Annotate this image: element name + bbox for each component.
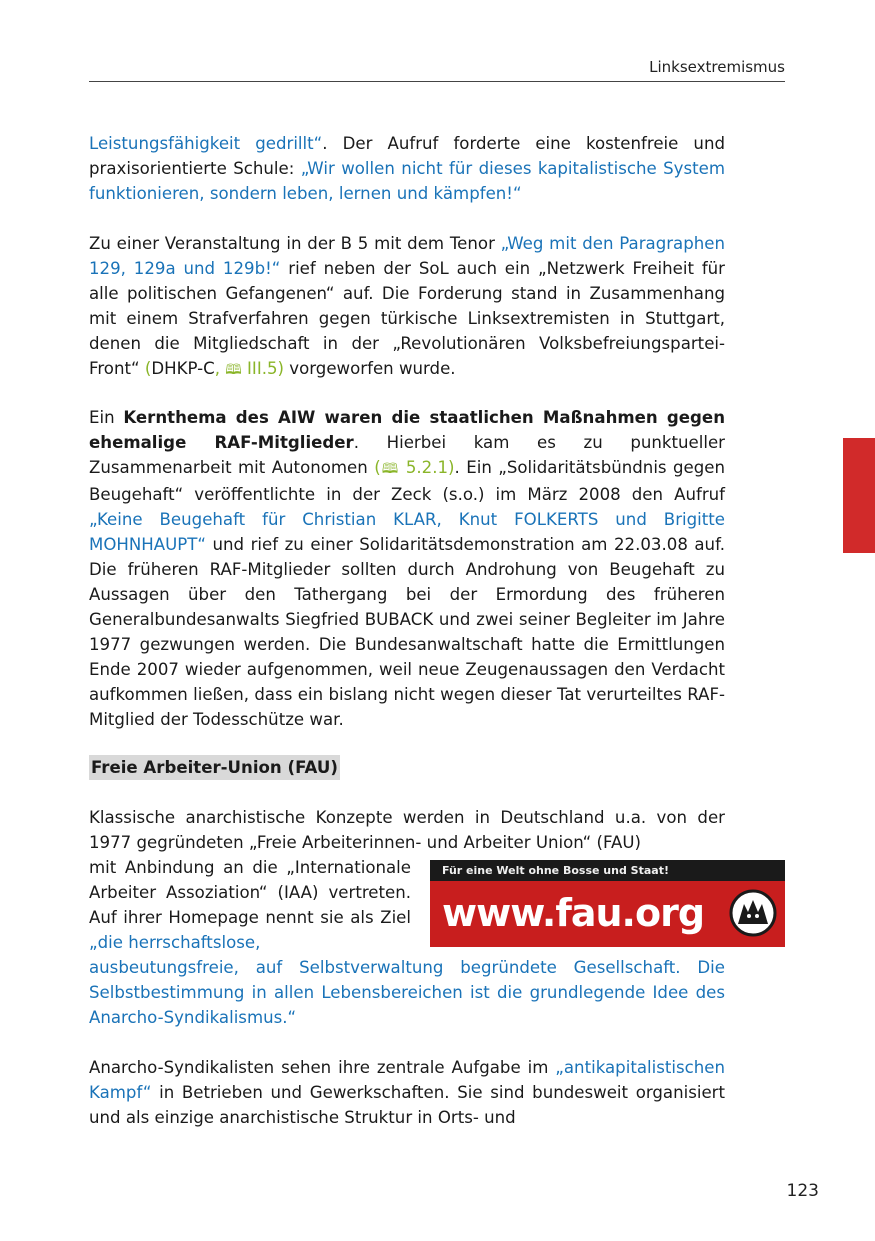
quote: Leistungsfähigkeit gedrillt“ [89,134,323,153]
banner-slogan: Für eine Welt ohne Bosse und Staat! [430,860,785,881]
text: vorgeworfen wurde. [284,359,456,378]
text: Anarcho-Syndikalisten sehen ihre zentrale Aufgabe im [89,1058,556,1077]
paragraph-5 [89,1055,725,1130]
section-heading: Freie Arbeiter-Union (FAU) [89,755,340,780]
book-icon: 🕮 [380,461,400,477]
text: und rief zu einer Solidaritätsdemonstration am 22.03.08 auf. Die früheren RAF-Mitglieder sollten durch Androhung von Beugehaft zu Aussagen über den Tathergang bei der Ermordung des früheren Generalbundesanwalts Siegfried BUBACK und zwei seiner Begleiter im Jahre 1977 gezwungen werden. Die Bundesanwaltschaft hatte die Ermittlungen Ende 2007 wieder aufgenommen, weil neue Zeugenaussagen den Verdacht aufkommen ließen, dass ein bislang nicht wegen dieser Tat verurteiltes RAF-Mitglied der Todesschütze war. [89,535,725,729]
quote: ausbeutungsfreie, auf Selbstverwaltung begründete Gesellschaft. Die Selbstbestimmung in allen Lebensbereichen ist die grundlegende Idee des Anarcho-Syndikalismus.“ [89,958,725,1027]
paragraph-4-wrap [89,855,411,955]
reference-paren: ( [144,359,152,378]
fau-banner-image [430,860,785,947]
running-title: Linksextremismus [649,58,785,76]
quote: „Weg mit den Paragraphen 129, 129a und 129b!“ [89,234,725,278]
text: . Ein „Solidaritätsbündnis gegen Beugehaft“ veröffentlichte in der Zeck (s.o.) im März 2008 den Aufruf [89,458,725,504]
text: DHKP-C [151,359,215,378]
text: Ein [89,408,124,427]
quote: „antikapitalistischen Kampf“ [89,1058,725,1102]
paragraph-2 [89,231,725,383]
text: . Hierbei kam es zu punktueller Zusammenarbeit mit Autonomen [89,433,725,477]
quote: „Keine Beugehaft für Christian KLAR, Knut FOLKERTS und Brigitte MOHNHAUPT“ [89,510,725,554]
text: mit Anbindung an die „Internationale Arbeiter Assoziation“ (IAA) vertreten. Auf ihrer Homepage nennt sie als Ziel [89,858,411,927]
text: . Der Aufruf forderte eine kostenfreie und praxisorientierte Schule: [89,134,725,178]
ref-text: III.5) [241,359,285,378]
quote: „die herrschaftslose, [89,933,261,952]
black-cat-logo-icon [728,888,778,938]
banner-url: www.fau.org [442,891,705,935]
paragraph-3 [89,405,725,732]
page-number: 123 [786,1181,819,1201]
chapter-tab-marker [843,438,875,553]
ref-paren: ( [374,458,381,477]
text: rief neben der SoL auch ein „Netzwerk Freiheit für alle politischen Gefangenen“ auf. Die Forderung stand in Zusammenhang mit einem Strafverfahren gegen türkische Linksextremisten in Stuttgart, denen die Mitgliedschaft in der „Revolutionären Volksbefreiungspartei-Front“ [89,259,725,378]
text: in Betrieben und Gewerkschaften. Sie sind bundesweit organisiert und als einzige anarchistische Struktur in Orts- und [89,1083,725,1127]
cross-reference-link[interactable] [374,458,454,477]
text: Zu einer Veranstaltung in der B 5 mit dem Tenor [89,234,501,253]
paragraph-4-quote [89,955,725,1030]
book-icon: 🕮 [225,362,242,378]
cross-reference-link[interactable] [215,359,284,378]
bold-text: Kernthema des AIW waren die staatlichen Maßnahmen gegen ehemalige RAF-Mitglieder [89,408,726,452]
text: Klassische anarchistische Konzepte werden in Deutschland u.a. von der 1977 gegründeten „Freie Arbeiterinnen- und Arbeiter Union“ (FAU) [89,808,725,852]
paragraph-4-intro [89,805,725,855]
ref-text: 5.2.1) [399,458,455,477]
ref-separator: , [214,359,226,378]
quote: „Wir wollen nicht für dieses kapitalistische System funktionieren, sondern leben, lernen und kämpfen!“ [89,159,725,203]
paragraph-1 [89,131,725,206]
header-rule [89,81,785,82]
